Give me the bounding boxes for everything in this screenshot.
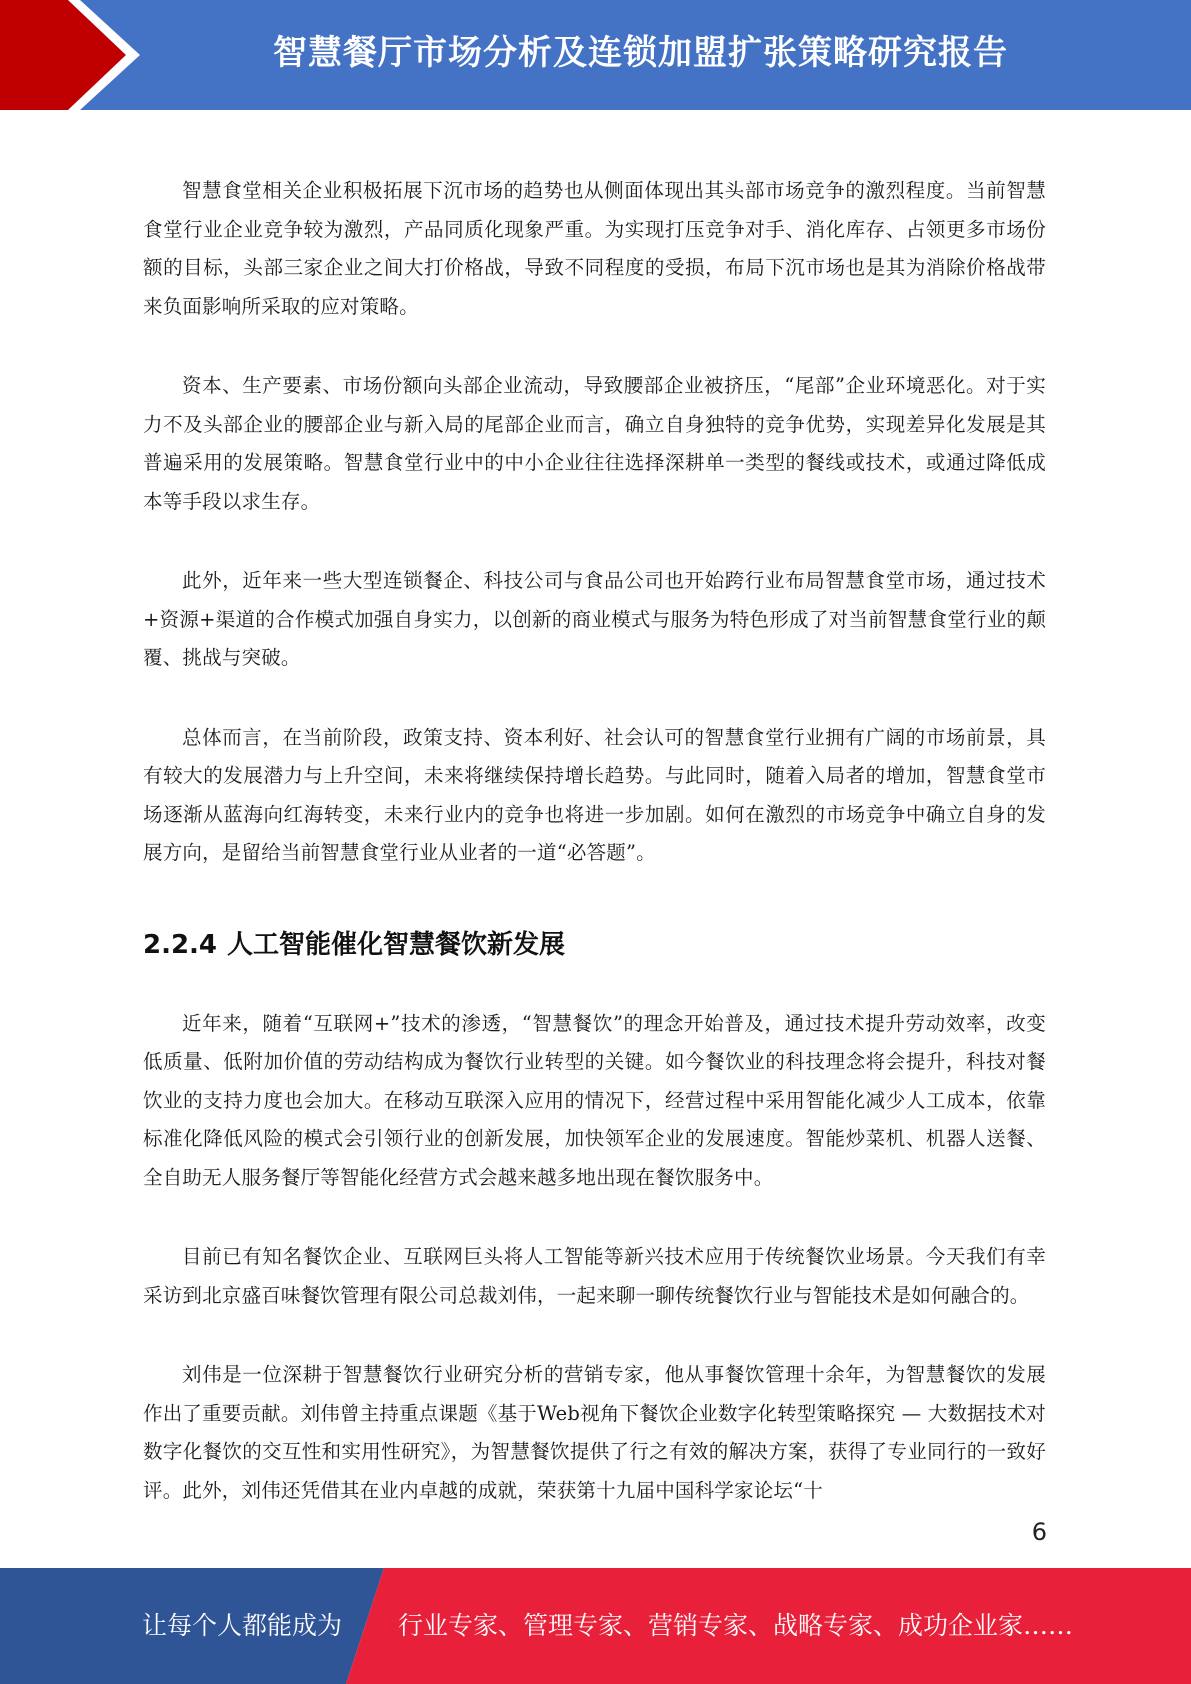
document-body [143, 172, 1046, 1551]
page-header [0, 0, 1191, 110]
section-title: 人工智能催化智慧餐饮新发展 [227, 929, 566, 960]
body-paragraph: 此外，近年来一些大型连锁餐企、科技公司与食品公司也开始跨行业布局智慧食堂市场，通过技术+资源+渠道的合作模式加强自身实力，以创新的商业模式与服务为特色形成了对当前智慧食堂行业的颠覆、挑战与突破。 [143, 569, 1046, 669]
body-paragraph: 资本、生产要素、市场份额向头部企业流动，导致腰部企业被挤压，“尾部”企业环境恶化。对于实力不及头部企业的腰部企业与新入局的尾部企业而言，确立自身独特的竞争优势，实现差异化发展是其普遍采用的发展策略。智慧食堂行业中的中小企业往往选择深耕单一类型的餐线或技术，或通过降低成本等手段以求生存。 [143, 374, 1046, 513]
footer-slogan-right: 行业专家、管理专家、营销专家、战略专家、成功企业家…… [398, 1611, 1074, 1640]
body-paragraph: 智慧食堂相关企业积极拓展下沉市场的趋势也从侧面体现出其头部市场竞争的激烈程度。当前智慧食堂行业企业竞争较为激烈，产品同质化现象严重。为实现打压竞争对手、消化库存、占领更多市场份额的目标，头部三家企业之间大打价格战，导致不同程度的受损，布局下沉市场也是其为消除价格战带来负面影响所采取的应对策略。 [143, 179, 1046, 318]
body-paragraph: 目前已有知名餐饮企业、互联网巨头将人工智能等新兴技术应用于传统餐饮业场景。今天我们有幸采访到北京盛百味餐饮管理有限公司总裁刘伟，一起来聊一聊传统餐饮行业与智能技术是如何融合的。 [143, 1245, 1046, 1307]
body-paragraph: 总体而言，在当前阶段，政策支持、资本利好、社会认可的智慧食堂行业拥有广阔的市场前景，具有较大的发展潜力与上升空间，未来将继续保持增长趋势。与此同时，随着入局者的增加，智慧食堂市场逐渐从蓝海向红海转变，未来行业内的竞争也将进一步加剧。如何在激烈的市场竞争中确立自身的发展方向，是留给当前智慧食堂行业从业者的一道“必答题”。 [143, 725, 1046, 864]
section-number: 2.2.4 [143, 929, 218, 960]
page-number: 6 [1031, 1518, 1047, 1546]
footer-slogan-left: 让每个人都能成为 [142, 1611, 343, 1640]
section-heading [143, 925, 1046, 965]
report-title: 智慧餐厅市场分析及连锁加盟扩张策略研究报告 [273, 33, 1008, 73]
body-paragraph: 近年来，随着“互联网+”技术的渗透，“智慧餐饮”的理念开始普及，通过技术提升劳动效率，改变低质量、低附加价值的劳动结构成为餐饮行业转型的关键。如今餐饮业的科技理念将会提升，科技对餐饮业的支持力度也会加大。在移动互联深入应用的情况下，经营过程中采用智能化减少人工成本，依靠标准化降低风险的模式会引领行业的创新发展，加快领军企业的发展速度。智能炒菜机、机器人送餐、全自助无人服务餐厅等智能化经营方式会越来越多地出现在餐饮服务中。 [143, 1011, 1046, 1189]
body-paragraph: 刘伟是一位深耕于智慧餐饮行业研究分析的营销专家，他从事餐饮管理十余年，为智慧餐饮的发展作出了重要贡献。刘伟曾主持重点课题《基于Web视角下餐饮企业数字化转型策略探究 — 大数据技术对数字化餐饮的交互性和实用性研究》，为智慧餐饮提供了行之有效的解决方案，获得了专业同行的一致好评。此外，刘伟还凭借其在业内卓越的成就，荣获第十九届中国科学家论坛“十 [143, 1363, 1046, 1502]
page-footer [0, 1568, 1191, 1684]
